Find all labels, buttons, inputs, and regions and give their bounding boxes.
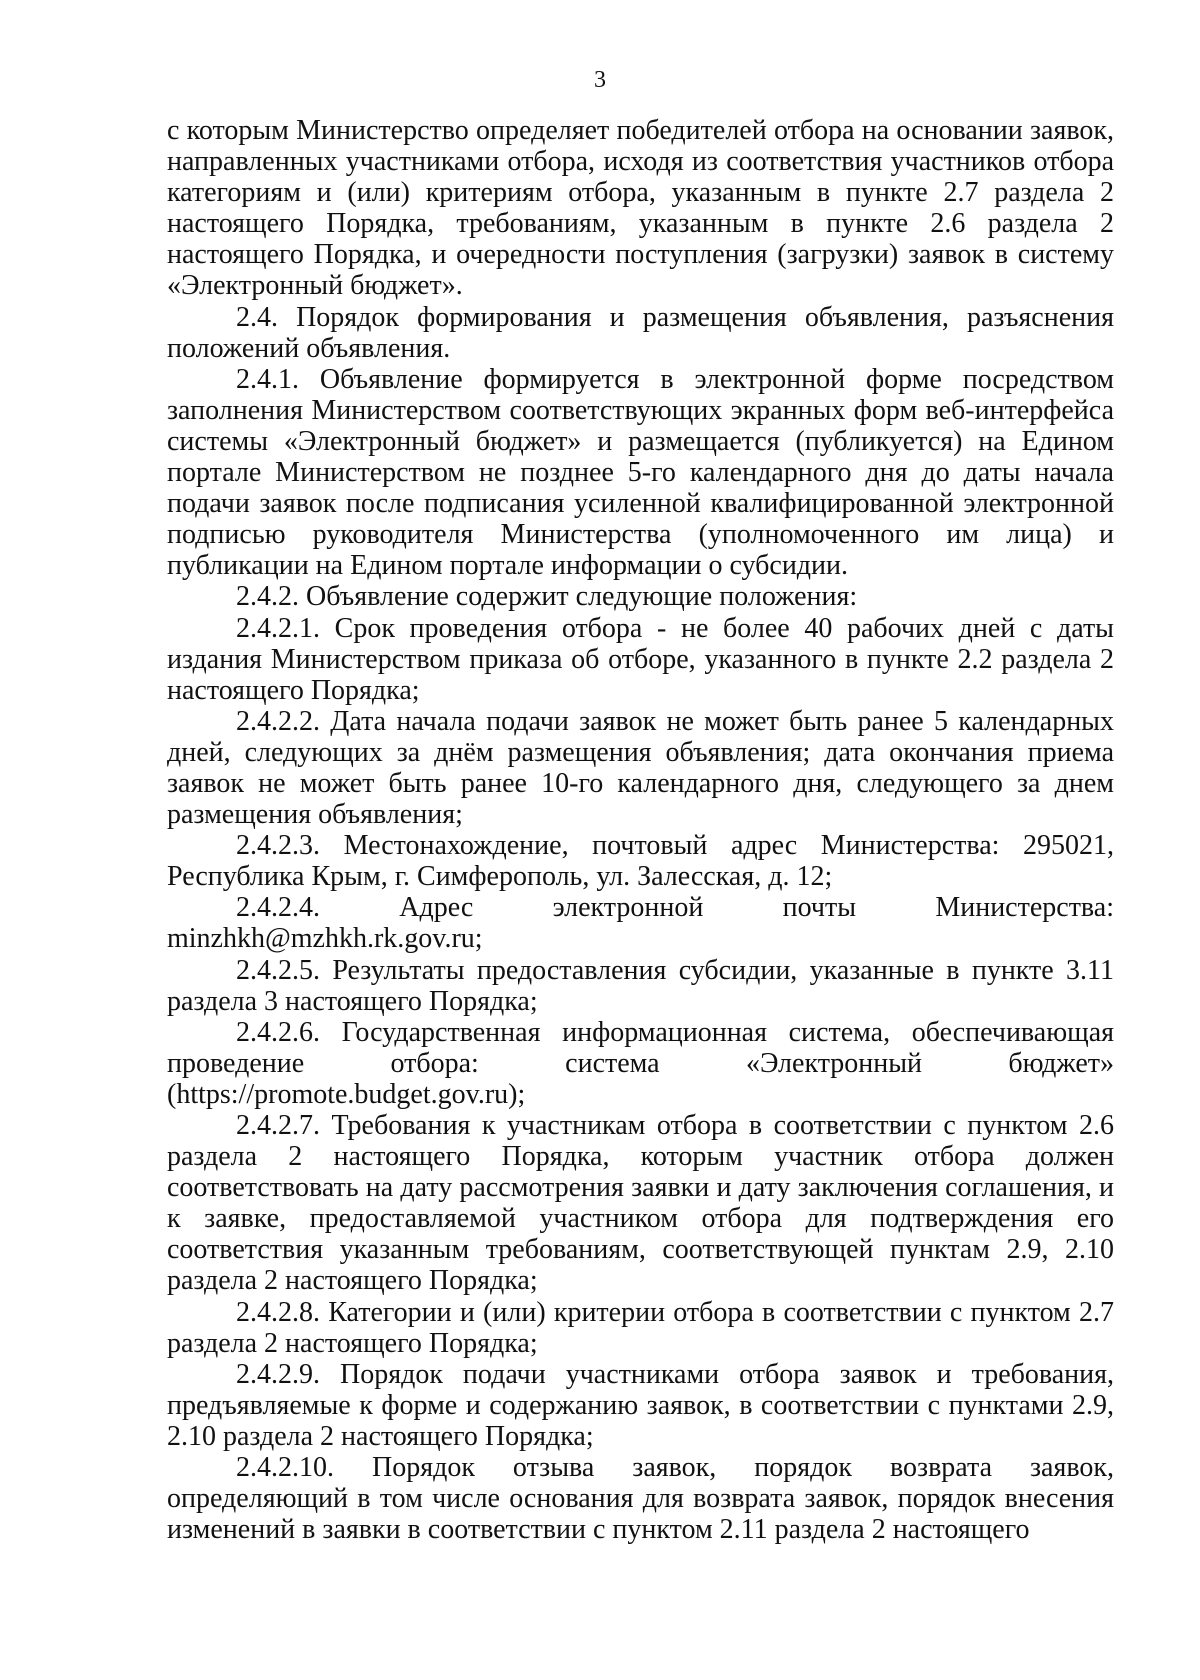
paragraph-2-4-2-6: 2.4.2.6. Государственная информационная система, обеспечивающая проведение отбора: система «Электронный бюджет» (https://promote.budget.gov.ru); xyxy=(167,1016,1114,1110)
paragraph-2-4-2-9: 2.4.2.9. Порядок подачи участниками отбора заявок и требования, предъявляемые к форме и содержанию заявок, в соответствии с пунктами 2.9, 2.10 раздела 2 настоящего Порядка; xyxy=(167,1358,1114,1452)
paragraph-2-4-2-4: 2.4.2.4. Адрес электронной почты Министерства: minzhkh@mzhkh.rk.gov.ru; xyxy=(167,892,1114,955)
paragraph-2-4-2-1: 2.4.2.1. Срок проведения отбора - не более 40 рабочих дней с даты издания Министерством приказа об отборе, указанного в пункте 2.2 раздела 2 настоящего Порядка; xyxy=(167,612,1114,706)
paragraph-continuation: с которым Министерство определяет победителей отбора на основании заявок, направленных участниками отбора, исходя из соответствия участников отбора категориям и (или) критериям отбора, указанным в пункте 2.7 раздела 2 настоящего Порядка, требованиям, указанным в пункте 2.6 раздела 2 настоящего Порядка, и очередности поступления (загрузки) заявок в систему «Электронный бюджет». xyxy=(167,115,1114,302)
paragraph-2-4-2-7: 2.4.2.7. Требования к участникам отбора в соответствии с пунктом 2.6 раздела 2 настоящего Порядка, которым участник отбора должен соответствовать на дату рассмотрения заявки и дату заключения соглашения, и к заявке, предоставляемой участником отбора для подтверждения его соответствия указанным требованиям, соответствующей пунктам 2.9, 2.10 раздела 2 настоящего Порядка; xyxy=(167,1110,1114,1297)
paragraph-2-4: 2.4. Порядок формирования и размещения объявления, разъяснения положений объявления. xyxy=(167,301,1114,364)
paragraph-2-4-2-10: 2.4.2.10. Порядок отзыва заявок, порядок возврата заявок, определяющий в том числе основания для возврата заявок, порядок внесения изменений в заявки в соответствии с пунктом 2.11 раздела 2 настоящего xyxy=(167,1452,1114,1546)
paragraph-2-4-1: 2.4.1. Объявление формируется в электронной форме посредством заполнения Министерством соответствующих экранных форм веб-интерфейса системы «Электронный бюджет» и размещается (публикуется) на Едином портале Министерством не позднее 5-го календарного дня до даты начала подачи заявок после подписания усиленной квалифицированной электронной подписью руководителя Министерства (уполномоченного им лица) и публикации на Едином портале информации о субсидии. xyxy=(167,363,1114,582)
paragraph-2-4-2-2: 2.4.2.2. Дата начала подачи заявок не может быть ранее 5 календарных дней, следующих за днём размещения объявления; дата окончания приема заявок не может быть ранее 10-го календарного дня, следующего за днем размещения объявления; xyxy=(167,705,1114,831)
paragraph-2-4-2-5: 2.4.2.5. Результаты предоставления субсидии, указанные в пункте 3.11 раздела 3 настоящего Порядка; xyxy=(167,954,1114,1017)
paragraph-2-4-2-8: 2.4.2.8. Категории и (или) критерии отбора в соответствии с пунктом 2.7 раздела 2 настоящего Порядка; xyxy=(167,1296,1114,1359)
paragraph-2-4-2-3: 2.4.2.3. Местонахождение, почтовый адрес Министерства: 295021, Республика Крым, г. Симферополь, ул. Залесская, д. 12; xyxy=(167,830,1114,893)
paragraph-2-4-2: 2.4.2. Объявление содержит следующие положения: xyxy=(236,581,858,613)
document-body xyxy=(167,115,1114,1545)
page-number: 3 xyxy=(594,67,606,93)
